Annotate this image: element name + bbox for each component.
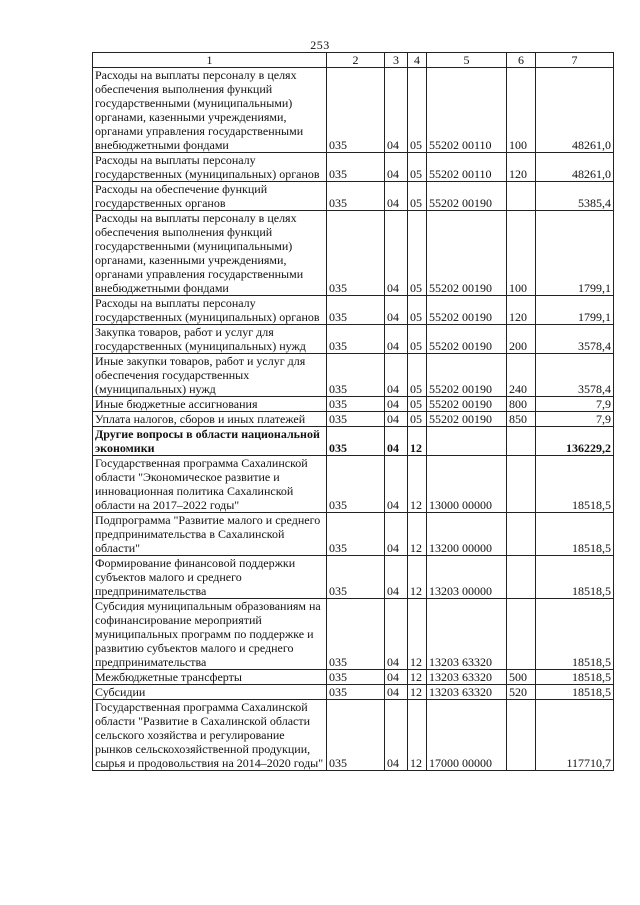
row-cell-c7: 7,9 — [536, 412, 614, 427]
row-cell-c2: 035 — [327, 427, 385, 456]
row-cell-c4: 05 — [408, 182, 427, 211]
budget-table — [92, 52, 614, 771]
row-cell-c6: 240 — [507, 354, 536, 397]
row-cell-c2: 035 — [327, 68, 385, 153]
row-name-cell: Государственная программа Сахалинской области "Развитие в Сахалинской области сельского хозяйства и регулирование рынков сельскохозяйственной продукции, сырья и продовольствия на 2014–2020 годы" — [93, 700, 327, 771]
row-cell-c6: 100 — [507, 68, 536, 153]
row-cell-c2: 035 — [327, 685, 385, 700]
row-name-cell: Субсидии — [93, 685, 327, 700]
row-cell-c7: 18518,5 — [536, 513, 614, 556]
row-name-cell: Расходы на выплаты персоналу в целях обеспечения выполнения функций государственными (муниципальными) органами, казенными учреждениями, органами управления государственными внебюджетными фондами — [93, 211, 327, 296]
row-cell-c6 — [507, 513, 536, 556]
table-row — [93, 325, 614, 354]
row-cell-c6 — [507, 182, 536, 211]
row-cell-c2: 035 — [327, 412, 385, 427]
row-cell-c7: 18518,5 — [536, 456, 614, 513]
row-cell-c7: 3578,4 — [536, 325, 614, 354]
row-cell-c7: 1799,1 — [536, 211, 614, 296]
row-name-cell: Формирование финансовой поддержки субъектов малого и среднего предпринимательства — [93, 556, 327, 599]
row-cell-c6: 200 — [507, 325, 536, 354]
row-cell-c5: 13203 63320 — [427, 685, 507, 700]
row-cell-c5: 13203 63320 — [427, 670, 507, 685]
table-row — [93, 153, 614, 182]
row-cell-c6: 120 — [507, 153, 536, 182]
row-cell-c4: 12 — [408, 685, 427, 700]
row-cell-c5: 17000 00000 — [427, 700, 507, 771]
table-row — [93, 556, 614, 599]
row-cell-c3: 04 — [385, 556, 408, 599]
row-cell-c7: 48261,0 — [536, 68, 614, 153]
row-cell-c5: 55202 00190 — [427, 182, 507, 211]
row-cell-c7: 136229,2 — [536, 427, 614, 456]
row-cell-c2: 035 — [327, 354, 385, 397]
row-cell-c3: 04 — [385, 456, 408, 513]
row-cell-c6: 800 — [507, 397, 536, 412]
row-name-cell: Подпрограмма "Развитие малого и среднего предпринимательства в Сахалинской области" — [93, 513, 327, 556]
row-cell-c7: 5385,4 — [536, 182, 614, 211]
row-cell-c7: 1799,1 — [536, 296, 614, 325]
row-cell-c4: 05 — [408, 296, 427, 325]
row-name-cell: Расходы на обеспечение функций государственных органов — [93, 182, 327, 211]
row-cell-c4: 05 — [408, 68, 427, 153]
row-cell-c4: 12 — [408, 599, 427, 670]
row-cell-c5: 55202 00190 — [427, 296, 507, 325]
row-cell-c3: 04 — [385, 397, 408, 412]
row-cell-c2: 035 — [327, 211, 385, 296]
row-cell-c3: 04 — [385, 427, 408, 456]
row-cell-c7: 7,9 — [536, 397, 614, 412]
table-row — [93, 296, 614, 325]
row-cell-c3: 04 — [385, 513, 408, 556]
row-cell-c6 — [507, 556, 536, 599]
row-cell-c4: 05 — [408, 211, 427, 296]
row-name-cell: Расходы на выплаты персоналу государственных (муниципальных) органов — [93, 153, 327, 182]
row-cell-c5: 13000 00000 — [427, 456, 507, 513]
row-cell-c2: 035 — [327, 153, 385, 182]
column-header: 5 — [427, 53, 507, 68]
row-cell-c7: 117710,7 — [536, 700, 614, 771]
row-cell-c6 — [507, 599, 536, 670]
row-cell-c4: 05 — [408, 153, 427, 182]
row-cell-c5: 55202 00110 — [427, 153, 507, 182]
table-row — [93, 456, 614, 513]
row-cell-c2: 035 — [327, 296, 385, 325]
table-row — [93, 211, 614, 296]
row-cell-c4: 12 — [408, 556, 427, 599]
table-row — [93, 354, 614, 397]
row-cell-c7: 3578,4 — [536, 354, 614, 397]
row-cell-c4: 12 — [408, 427, 427, 456]
table-body — [93, 68, 614, 771]
row-cell-c5: 55202 00190 — [427, 325, 507, 354]
table-row — [93, 397, 614, 412]
row-cell-c4: 12 — [408, 700, 427, 771]
row-cell-c2: 035 — [327, 182, 385, 211]
row-cell-c3: 04 — [385, 599, 408, 670]
row-cell-c3: 04 — [385, 412, 408, 427]
row-cell-c7: 18518,5 — [536, 599, 614, 670]
page-number: 253 — [310, 38, 330, 52]
row-cell-c6: 520 — [507, 685, 536, 700]
row-cell-c4: 05 — [408, 397, 427, 412]
row-cell-c7: 18518,5 — [536, 685, 614, 700]
table-row — [93, 427, 614, 456]
row-cell-c6 — [507, 700, 536, 771]
row-name-cell: Уплата налогов, сборов и иных платежей — [93, 412, 327, 427]
row-cell-c2: 035 — [327, 599, 385, 670]
row-cell-c6: 120 — [507, 296, 536, 325]
row-name-cell: Расходы на выплаты персоналу государственных (муниципальных) органов — [93, 296, 327, 325]
row-cell-c5: 55202 00190 — [427, 397, 507, 412]
column-header: 2 — [327, 53, 385, 68]
row-cell-c6 — [507, 456, 536, 513]
row-name-cell: Иные бюджетные ассигнования — [93, 397, 327, 412]
column-header: 6 — [507, 53, 536, 68]
row-cell-c3: 04 — [385, 700, 408, 771]
row-cell-c4: 12 — [408, 670, 427, 685]
row-cell-c5: 13200 00000 — [427, 513, 507, 556]
row-cell-c3: 04 — [385, 296, 408, 325]
row-cell-c5: 55202 00110 — [427, 68, 507, 153]
row-name-cell: Расходы на выплаты персоналу в целях обеспечения выполнения функций государственными (муниципальными) органами, казенными учреждениями, органами управления государственными внебюджетными фондами — [93, 68, 327, 153]
row-cell-c2: 035 — [327, 556, 385, 599]
row-cell-c7: 18518,5 — [536, 670, 614, 685]
table-row — [93, 68, 614, 153]
table-row — [93, 182, 614, 211]
row-cell-c5: 55202 00190 — [427, 412, 507, 427]
row-cell-c3: 04 — [385, 325, 408, 354]
row-cell-c3: 04 — [385, 68, 408, 153]
table-row — [93, 412, 614, 427]
row-cell-c6: 500 — [507, 670, 536, 685]
row-cell-c5: 55202 00190 — [427, 354, 507, 397]
row-cell-c4: 12 — [408, 456, 427, 513]
table-row — [93, 513, 614, 556]
column-header: 1 — [93, 53, 327, 68]
table-row — [93, 685, 614, 700]
row-cell-c2: 035 — [327, 325, 385, 354]
row-name-cell: Государственная программа Сахалинской области "Экономическое развитие и инновационная политика Сахалинской области на 2017–2022 годы" — [93, 456, 327, 513]
column-header: 4 — [408, 53, 427, 68]
row-cell-c3: 04 — [385, 685, 408, 700]
row-cell-c5 — [427, 427, 507, 456]
column-header: 3 — [385, 53, 408, 68]
row-cell-c3: 04 — [385, 211, 408, 296]
row-cell-c3: 04 — [385, 354, 408, 397]
row-cell-c4: 12 — [408, 513, 427, 556]
row-cell-c7: 48261,0 — [536, 153, 614, 182]
row-cell-c3: 04 — [385, 153, 408, 182]
row-cell-c2: 035 — [327, 456, 385, 513]
table-row — [93, 700, 614, 771]
row-cell-c2: 035 — [327, 700, 385, 771]
table-row — [93, 599, 614, 670]
row-cell-c7: 18518,5 — [536, 556, 614, 599]
row-name-cell: Субсидия муниципальным образованиям на софинансирование мероприятий муниципальных программ по поддержке и развитию субъектов малого и среднего предпринимательства — [93, 599, 327, 670]
row-cell-c4: 05 — [408, 412, 427, 427]
row-cell-c3: 04 — [385, 670, 408, 685]
row-cell-c5: 13203 63320 — [427, 599, 507, 670]
row-name-cell: Закупка товаров, работ и услуг для государственных (муниципальных) нужд — [93, 325, 327, 354]
row-name-cell: Иные закупки товаров, работ и услуг для обеспечения государственных (муниципальных) нужд — [93, 354, 327, 397]
row-cell-c4: 05 — [408, 325, 427, 354]
row-cell-c2: 035 — [327, 397, 385, 412]
row-cell-c6 — [507, 427, 536, 456]
table-header-row — [93, 53, 614, 68]
row-cell-c2: 035 — [327, 513, 385, 556]
row-name-cell: Межбюджетные трансферты — [93, 670, 327, 685]
row-cell-c4: 05 — [408, 354, 427, 397]
row-cell-c5: 55202 00190 — [427, 211, 507, 296]
row-name-cell: Другие вопросы в области национальной экономики — [93, 427, 327, 456]
row-cell-c6: 100 — [507, 211, 536, 296]
row-cell-c6: 850 — [507, 412, 536, 427]
row-cell-c3: 04 — [385, 182, 408, 211]
row-cell-c5: 13203 00000 — [427, 556, 507, 599]
column-header: 7 — [536, 53, 614, 68]
table-row — [93, 670, 614, 685]
row-cell-c2: 035 — [327, 670, 385, 685]
